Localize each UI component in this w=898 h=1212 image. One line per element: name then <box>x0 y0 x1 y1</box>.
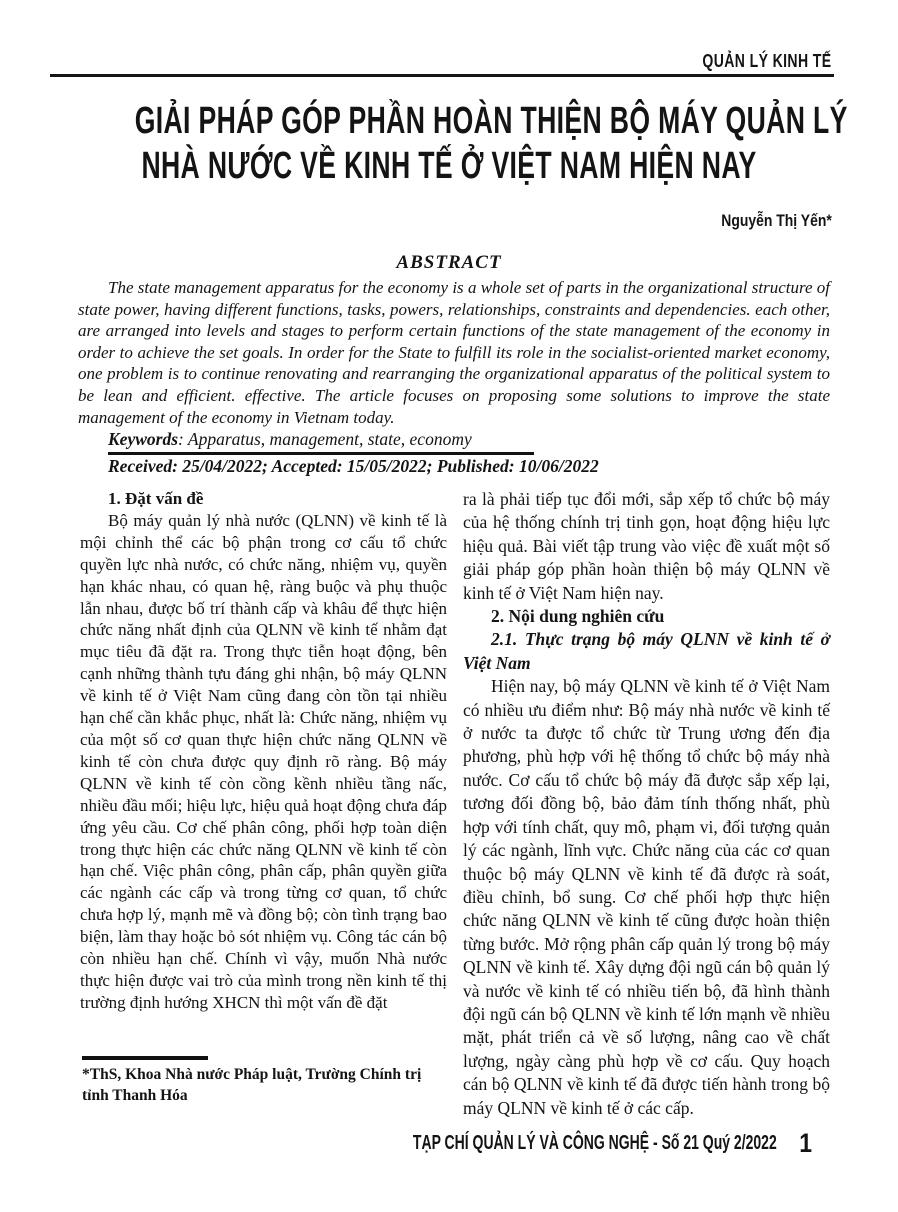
article-title <box>0 99 898 189</box>
section-heading-2: 2. Nội dung nghiên cứu <box>491 606 665 627</box>
article-title-line1: GIẢI PHÁP GÓP PHẦN HOÀN THIỆN BỘ MÁY QUẢN LÝ <box>134 100 848 142</box>
subsection-heading-2-1: 2.1. Thực trạng bộ máy QLNN về kinh tế ở Việt Nam <box>463 629 830 673</box>
keywords-line <box>108 429 828 455</box>
footer-journal-line: TẠP CHÍ QUẢN LÝ VÀ CÔNG NGHỆ - Số 21 Quý 2/2022 <box>413 1132 777 1154</box>
right-column <box>463 488 830 1120</box>
right-column-paragraph-2: Hiện nay, bộ máy QLNN về kinh tế ở Việt Nam có nhiều ưu điểm như: Bộ máy nhà nước về kinh tế ở nước ta được tổ chức từ Trung ương đến địa phương, phù hợp với hệ thống tổ chức bộ máy nhà nước. Cơ cấu tổ chức bộ máy đã được sắp xếp lại, tương đối đồng bộ, bảo đảm tính thống nhất, phù hợp với tính chất, quy mô, phạm vi, đối tượng quản lý các ngành, lĩnh vực. Chức năng của các cơ quan thuộc bộ máy QLNN về kinh tế đã được rà soát, điều chỉnh, bổ sung. Cơ chế phối hợp thực hiện chức năng QLNN về kinh tế cũng được hoàn thiện từng bước. Mở rộng phân cấp quản lý trong bộ máy QLNN về kinh tế. Xây dựng đội ngũ cán bộ quản lý và nước về kinh tế có nhiều tiến bộ, đã hình thành đội ngũ cán bộ QLNN về kinh tế lớn mạnh về nhiều mặt, phát triển cả về số lượng, nâng cao về chất lượng, ngày càng phù hợp về cơ cấu. Quy hoạch cán bộ QLNN về kinh tế đã được tiến hành trong bộ máy QLNN về kinh tế ở các cấp. <box>463 676 830 1118</box>
author-affiliation-footnote: *ThS, Khoa Nhà nước Pháp luật, Trường Chính trị tỉnh Thanh Hóa <box>82 1066 422 1104</box>
keywords-underlined-group <box>108 429 534 455</box>
keywords-label: Keywords <box>108 429 178 449</box>
body-columns <box>80 488 830 1120</box>
page-number: 1 <box>799 1128 812 1158</box>
footnote-rule <box>82 1056 208 1060</box>
received-accepted-published-line: Received: 25/04/2022; Accepted: 15/05/2022; Published: 10/06/2022 <box>108 456 599 476</box>
abstract-heading: ABSTRACT <box>396 252 502 273</box>
page-footer <box>0 1128 898 1160</box>
right-column-paragraph-continuation: ra là phải tiếp tục đổi mới, sắp xếp tổ chức bộ máy của hệ thống chính trị tinh gọn, hoạt động hiệu lực hiệu quả. Bài viết tập trung vào việc đề xuất một số giải pháp góp phần hoàn thiện bộ máy QLNN về kinh tế ở Việt Nam hiện nay. <box>463 489 830 603</box>
abstract-text: The state management apparatus for the economy is a whole set of parts in the organizational structure of state power, having different functions, tasks, powers, relationships, constraints and dependencies. each other, are arranged into levels and stages to perform certain functions of the state management of the economy in order to achieve the set goals. In order for the State to fulfill its role in the socialist-oriented market economy, one problem is to continue renovating and rearranging the organizational apparatus of the political system to be lean and efficient. effective. The article focuses on proposing some solutions to improve the state management of the economy in Vietnam today. <box>78 278 830 427</box>
journal-section-label: QUẢN LÝ KINH TẾ <box>702 51 832 71</box>
left-column <box>80 488 447 1120</box>
left-column-paragraph: Bộ máy quản lý nhà nước (QLNN) về kinh tế là mội chỉnh thể các bộ phận trong cơ cấu tổ chức quyền lực nhà nước, có chức năng, nhiệm vụ, quyền hạn khác nhau, có quan hệ, ràng buộc và phụ thuộc lẫn nhau, được bố trí thành cấp và khâu để thực hiện chức năng nhất định của QLNN về kinh tế nhằm đạt mục tiêu đã đặt ra. Trong thực tiễn hoạt động, bên cạnh những thành tựu đáng ghi nhận, bộ máy QLNN về kinh tế ở Việt Nam cũng đang còn tồn tại nhiều hạn chế cần khắc phục, nhất là: Chức năng, nhiệm vụ của một số cơ quan thực hiện chức năng QLNN về kinh tế còn chưa được quy định rõ ràng. Bộ máy QLNN về kinh tế còn cồng kềnh nhiều tầng nấc, nhiều đầu mối; hiệu lực, hiệu quả hoạt động chưa đáp ứng yêu cầu. Cơ chế phân công, phối hợp toàn diện trong thực hiện các chức năng QLNN về kinh tế còn hạn chế. Việc phân công, phân cấp, phân quyền giữa các ngành các cấp và trong từng cơ quan, tổ chức chưa hợp lý, mạnh mẽ và đồng bộ; còn tình trạng bao biện, làm thay hoặc bỏ sót nhiệm vụ. Công tác cán bộ còn nhiều hạn chế. Chính vì vậy, muốn Nhà nước thực hiện được vai trò của mình trong nền kinh tế thị trường định hướng XHCN thì một vấn đề đặt <box>80 510 447 1012</box>
author-name: Nguyễn Thị Yến* <box>721 211 832 230</box>
section-heading-1: 1. Đặt vấn đề <box>108 489 204 508</box>
keywords-text: : Apparatus, management, state, economy <box>178 429 472 449</box>
header-rule <box>50 74 834 77</box>
article-title-line2: NHÀ NƯỚC VỀ KINH TẾ Ở VIỆT NAM HIỆN NAY <box>141 145 757 187</box>
